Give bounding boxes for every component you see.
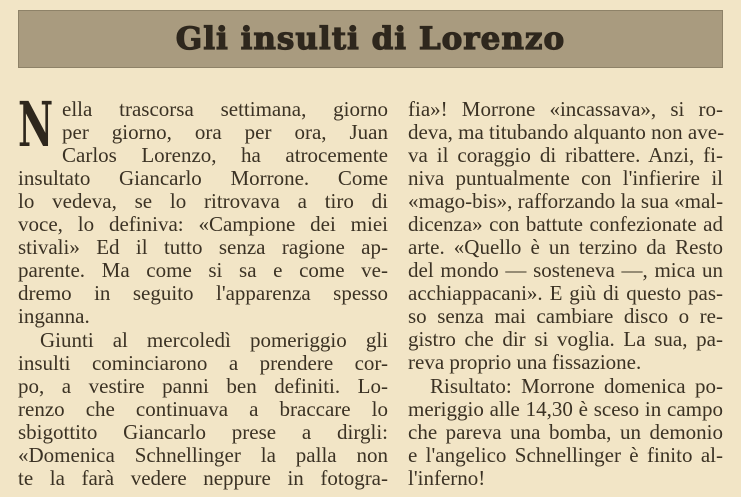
text-line: sbigottito Giancarlo prese a dirgli: — [18, 420, 388, 444]
text-line: per giorno, ora per ora, Juan — [62, 120, 388, 144]
text-line: ella trascorsa settimana, giorno — [62, 97, 388, 121]
text-line: meriggio alle 14,30 è sceso in campo — [408, 397, 723, 421]
text-line: reva proprio una fissazione. — [408, 350, 642, 374]
text-line: voce, lo definiva: «Campione dei miei — [18, 212, 388, 236]
text-line: insultato Giancarlo Morrone. Come — [18, 166, 388, 190]
text-line: arte. «Quello è un terzino da Resto — [408, 235, 723, 259]
text-line: va il coraggio di ribattere. Anzi, fi- — [408, 143, 723, 167]
text-line: gistro che dir si voglia. La sua, pa- — [408, 327, 723, 351]
text-line: so senza mai cambiare disco o re- — [408, 304, 723, 328]
text-line: «mago-bis», rafforzando la sua «mal- — [408, 189, 724, 213]
text-line: niva puntualmente con l'infierire il — [408, 166, 723, 190]
text-line: Giunti al mercoledì pomeriggio gli — [40, 328, 388, 352]
text-line: del mondo — sosteneva —, mica un — [408, 258, 723, 282]
text-line: Carlos Lorenzo, ha atrocemente — [62, 143, 388, 167]
text-line: lo vedeva, se lo ritrovava a tiro di — [18, 189, 388, 213]
text-line: acchiappacani». E giù di questo pas- — [408, 281, 723, 305]
article-column-right — [408, 98, 723, 490]
text-line: che pareva una bomba, un demonio — [408, 420, 723, 444]
text-line: parente. Ma come si sa e come ve- — [18, 258, 388, 282]
text-line: dicenza» con battute confezionate ad — [408, 212, 723, 236]
article-column-left — [18, 88, 388, 490]
text-line: renzo che continuava a braccare lo — [18, 397, 388, 421]
text-line: Risultato: Morrone domenica po- — [430, 374, 723, 398]
headline-band — [18, 10, 723, 68]
text-line: dremo in seguito l'apparenza spesso — [18, 281, 388, 305]
headline: Gli insulti di Lorenzo — [175, 21, 566, 57]
text-line: fia»! Morrone «incassava», si ro- — [408, 97, 723, 121]
drop-cap: N — [18, 88, 54, 161]
text-line: l'inferno! — [408, 466, 486, 490]
text-line: po, a vestire panni ben definiti. Lo- — [18, 374, 388, 398]
text-line: e l'angelico Schnellinger è finito al- — [408, 443, 723, 467]
text-line: insulti cominciarono a prendere cor- — [18, 351, 388, 375]
text-line: deva, ma titubando alquanto non ave- — [408, 120, 725, 144]
text-line: inganna. — [18, 304, 90, 328]
text-line: stivali» Ed il tutto senza ragione ap- — [18, 235, 388, 259]
text-line: «Domenica Schnellinger la palla non — [18, 443, 388, 467]
text-line: te la farà vedere neppure in fotogra- — [18, 466, 388, 490]
